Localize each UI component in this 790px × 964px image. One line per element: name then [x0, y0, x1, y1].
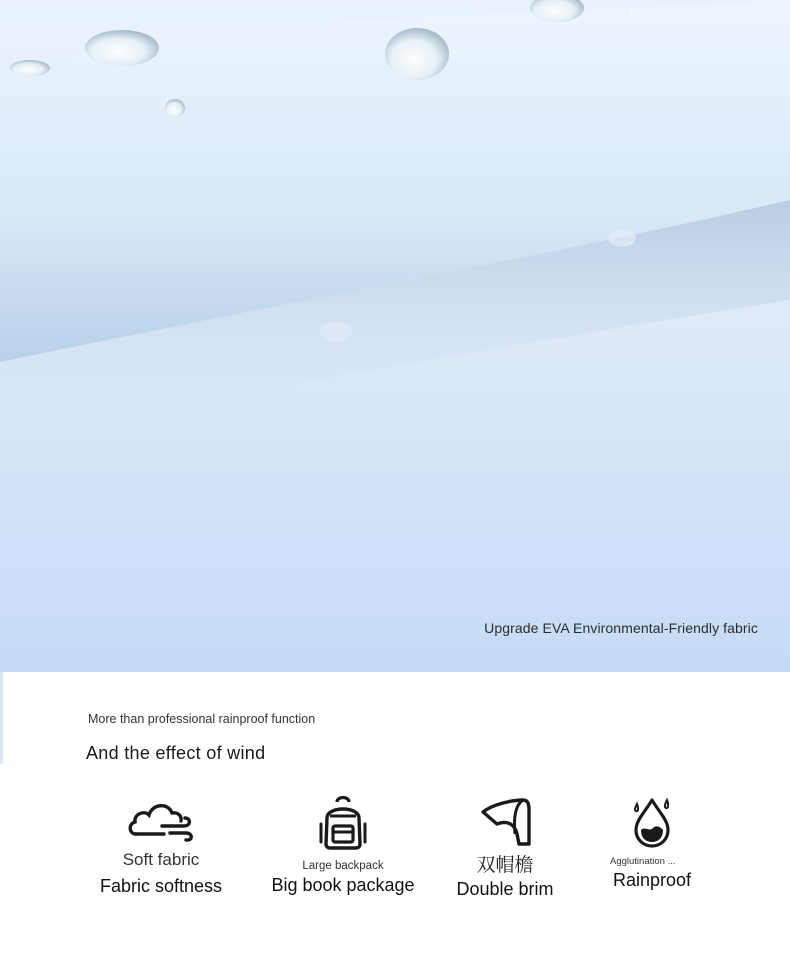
- intro-headline: And the effect of wind: [86, 743, 266, 763]
- hat-brim-icon: [477, 794, 533, 850]
- feature-double-brim: [446, 794, 564, 901]
- feature-big-label: Double brim: [456, 879, 554, 899]
- feature-big-label: Fabric softness: [99, 876, 223, 896]
- feature-small-label: Agglutination ...: [610, 856, 676, 867]
- feature-rainproof: [596, 796, 708, 891]
- feature-small-label: Large backpack: [302, 860, 384, 872]
- intro-subtitle: More than professional rainproof function: [88, 712, 316, 726]
- feature-big-book-package: [262, 794, 424, 896]
- feature-fabric-softness: [90, 796, 232, 897]
- feature-small-label: Soft fabric: [122, 850, 200, 869]
- left-edge-strip: [0, 672, 3, 764]
- backpack-icon: [315, 794, 371, 850]
- feature-big-label: Big book package: [271, 875, 415, 895]
- water-drop-icon: [631, 796, 673, 848]
- feature-big-label: Rainproof: [612, 870, 692, 890]
- hero-caption: Upgrade EVA Environmental-Friendly fabric: [484, 620, 758, 636]
- cloud-wind-icon: [126, 796, 196, 842]
- feature-small-label: 双帽檐: [476, 855, 534, 876]
